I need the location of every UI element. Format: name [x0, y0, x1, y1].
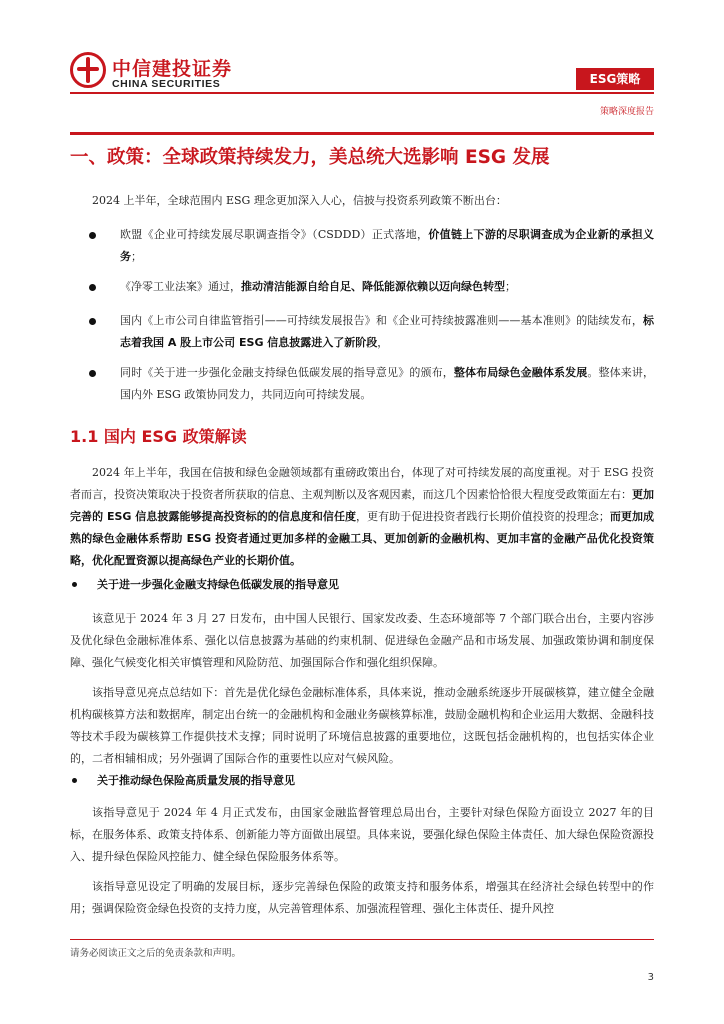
section-intro: 2024 上半年，全球范围内 ESG 理念更加深入人心，信披与投资系列政策不断出台： [92, 194, 507, 207]
citic-logo-icon [70, 52, 106, 88]
policy-heading: 关于推动绿色保险高质量发展的指导意见 [70, 772, 295, 788]
page-number: 3 [647, 972, 654, 983]
bullet-item: 《净零工业法案》通过，推动清洁能源自给自足、降低能源依赖以迈向绿色转型； [70, 276, 654, 298]
header-divider [70, 92, 654, 94]
logo-english-name: CHINA SECURITIES [112, 78, 221, 90]
bullet-icon [89, 370, 96, 377]
disclaimer-note: 请务必阅读正文之后的免责条款和声明。 [70, 948, 242, 959]
bullet-icon [72, 582, 77, 587]
bullet-icon [89, 318, 96, 325]
bullet-item: 同时《关于进一步强化金融支持绿色低碳发展的指导意见》的颁布，整体布局绿色金融体系发展。整体来讲，国内外 ESG 政策协同发力，共同迈向可持续发展。 [70, 362, 654, 406]
body-paragraph: 2024 年上半年，我国在信披和绿色金融领域都有重磅政策出台，体现了对可持续发展的高度重视。对于 ESG 投资者而言，投资决策取决于投资者所获取的信息、主观判断以及客观因素，而这几个因素恰恰很大程度受政策面左右：更加完善的 ESG 信息披露能够提高投资标的的信息度和信任度，更有助于促进投资者践行长期价值投资的投理念；而更加成熟的绿色金融体系帮助 ESG 投资者通过更加多样的金融工具、更加创新的金融机构、更加丰富的金融产品优化投资策略，优化配置资源以提高绿色产业的长期价值。 [70, 466, 655, 567]
report-type-label: 策略深度报告 [599, 107, 654, 117]
body-paragraph: 该指导意见设定了明确的发展目标，逐步完善绿色保险的政策支持和服务体系，增强其在经济社会绿色转型中的作用；强调保险资金绿色投资的支持力度，从完善管理体系、加强流程管理、强化主体责任、提升风控 [70, 880, 654, 915]
body-paragraph: 该指导意见亮点总结如下：首先是优化绿色金融标准体系，具体来说，推动金融系统逐步开展碳核算，建立健全金融机构碳核算方法和数据库，制定出台统一的金融机构和金融业务碳核算标准，鼓励金融机构和企业运用大数据、金融科技等技术手段为碳核算工作提供技术支撑；同时说明了环境信息披露的重要地位，这既包括金融机构的，也包括实体企业的，二者相辅相成；另外强调了国际合作的重要性以应对气候风险。 [70, 686, 654, 765]
policy-heading: 关于进一步强化金融支持绿色低碳发展的指导意见 [70, 576, 339, 592]
company-logo [70, 52, 233, 92]
section-title-rule [70, 132, 654, 135]
bullet-icon [89, 284, 96, 291]
bullet-icon [89, 232, 96, 239]
subsection-title: 1.1 国内 ESG 政策解读 [70, 427, 247, 446]
bullet-item: 欧盟《企业可持续发展尽职调查指令》（CSDDD）正式落地，价值链上下游的尽职调查成为企业新的承担义务； [70, 224, 654, 268]
footer-divider [70, 939, 654, 940]
report-category-tag: ESG策略 [576, 68, 654, 90]
body-paragraph: 该指导意见于 2024 年 4 月正式发布，由国家金融监督管理总局出台，主要针对绿色保险方面设立 2027 年的目标，在服务体系、政策支持体系、创新能力等方面做出展望。具体来说，要强化绿色保险主体责任、加大绿色保险资源投入、提升绿色保险风控能力、健全绿色保险服务体系等。 [70, 806, 654, 863]
logo-chinese-name: 中信建投证券 [112, 58, 233, 80]
bullet-item: 国内《上市公司自律监管指引——可持续发展报告》和《企业可持续披露准则——基本准则》的陆续发布，标志着我国 A 股上市公司 ESG 信息披露进入了新阶段， [70, 310, 654, 354]
body-paragraph: 该意见于 2024 年 3 月 27 日发布，由中国人民银行、国家发改委、生态环境部等 7 个部门联合出台，主要内容涉及优化绿色金融标准体系、强化以信息披露为基础的约束机制、促进绿色金融产品和市场发展、加强政策协调和制度保障、强化气候变化相关审慎管理和风险防范、加强国际合作和强化组织保障。 [70, 612, 654, 669]
bullet-icon [72, 778, 77, 783]
section-title: 一、政策：全球政策持续发力，美总统大选影响 ESG 发展 [70, 147, 550, 168]
